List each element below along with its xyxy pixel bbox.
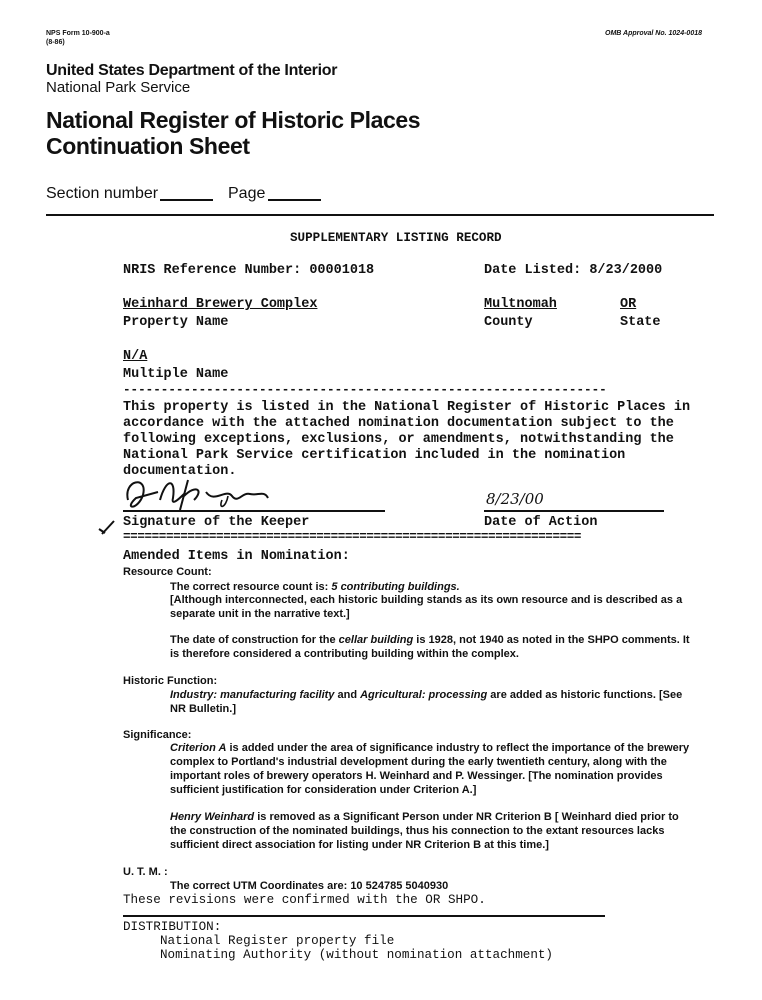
- significance-line-1: Criterion A is added under the area of significance industry to reflect the importance of the brewery: [170, 742, 690, 754]
- resource-count-line: The correct resource count is: 5 contributing buildings.: [170, 581, 460, 593]
- resource-count-label: Resource Count:: [123, 566, 212, 578]
- statement-line-1: This property is listed in the National Register of Historic Places in: [123, 400, 691, 415]
- county-value: Multnomah: [484, 297, 557, 312]
- date-of-action-label: Date of Action: [484, 515, 598, 530]
- keeper-signature: [118, 470, 288, 520]
- utm-label: U. T. M. :: [123, 866, 168, 878]
- henry-line-1: Henry Weinhard is removed as a Significant Person under NR Criterion B [ Weinhard died prior to: [170, 811, 679, 823]
- double-rule: ================================================================: [123, 530, 582, 544]
- county-label: County: [484, 315, 533, 330]
- agency-name: National Park Service: [46, 79, 191, 96]
- page-line: [268, 199, 321, 201]
- state-value: OR: [620, 297, 637, 312]
- signature-label: Signature of the Keeper: [123, 515, 310, 530]
- significance-label: Significance:: [123, 729, 192, 741]
- section-number-line: [160, 199, 213, 201]
- omb-approval: OMB Approval No. 1024-0018: [605, 30, 702, 37]
- distribution-rule: [123, 915, 605, 917]
- utm-line: The correct UTM Coordinates are: 10 524785 5040930: [170, 880, 449, 892]
- distribution-item-2: Nominating Authority (without nomination attachment): [160, 948, 553, 962]
- section-number-label: Section number: [46, 185, 159, 202]
- statement-line-4: National Park Service certification included in the nomination: [123, 448, 626, 463]
- multiple-name-value: N/A: [123, 349, 148, 364]
- form-date: (8-86): [46, 39, 65, 46]
- checkmark-icon: [96, 517, 118, 537]
- page-label: Page: [228, 185, 266, 202]
- statement-line-2: accordance with the attached nomination documentation subject to the: [123, 416, 674, 431]
- function-line-1: Industry: manufacturing facility and Agricultural: processing are added as historic functions. [See: [170, 689, 683, 701]
- state-label: State: [620, 315, 661, 330]
- action-date-handwritten: 8/23/00: [486, 490, 544, 508]
- significance-line-4: sufficient justification for consideration under Criterion A.]: [170, 784, 477, 796]
- henry-line-2: the construction of the nominated buildings, thus his connection to the extant resources lacks: [170, 825, 665, 837]
- cellar-line-2: is therefore considered a contributing building within the complex.: [170, 648, 519, 660]
- property-name-label: Property Name: [123, 315, 229, 330]
- continuation-title: Continuation Sheet: [46, 133, 250, 159]
- significance-line-3: important roles of brewery operators H. Weinhard and P. Wessinger. [The nomination provides: [170, 770, 663, 782]
- form-id: NPS Form 10-900-a: [46, 30, 110, 37]
- multiple-name-label: Multiple Name: [123, 367, 229, 382]
- amended-heading: Amended Items in Nomination:: [123, 549, 350, 564]
- significance-line-2: complex to Portland's industrial development during the early twentieth century, along with the: [170, 756, 667, 768]
- dashed-rule: ----------------------------------------------------------------: [123, 383, 607, 397]
- property-name-value: Weinhard Brewery Complex: [123, 297, 318, 312]
- confirmed-line: These revisions were confirmed with the OR SHPO.: [123, 893, 486, 907]
- nris-reference: NRIS Reference Number: 00001018: [123, 263, 375, 278]
- henry-line-3: sufficient direct association for listing under NR Criterion B at this time.]: [170, 839, 549, 851]
- department-name: United States Department of the Interior: [46, 62, 338, 79]
- statement-line-5: documentation.: [123, 464, 237, 479]
- resource-note-1: [Although interconnected, each historic building stands as its own resource and is described as a: [170, 594, 683, 606]
- header-rule: [46, 214, 714, 216]
- historic-function-label: Historic Function:: [123, 675, 218, 687]
- record-heading: SUPPLEMENTARY LISTING RECORD: [290, 231, 502, 245]
- distribution-item-1: National Register property file: [160, 934, 395, 948]
- cellar-line-1: The date of construction for the cellar building is 1928, not 1940 as noted in the SHPO comments. It: [170, 634, 690, 646]
- distribution-label: DISTRIBUTION:: [123, 920, 222, 934]
- register-title: National Register of Historic Places: [46, 107, 421, 133]
- statement-line-3: following exceptions, exclusions, or amendments, notwithstanding the: [123, 432, 674, 447]
- date-listed: Date Listed: 8/23/2000: [484, 263, 663, 278]
- function-line-2: NR Bulletin.]: [170, 703, 236, 715]
- resource-note-2: separate unit in the narrative text.]: [170, 608, 350, 620]
- signature-line: [123, 510, 385, 512]
- action-date-line: [484, 510, 664, 512]
